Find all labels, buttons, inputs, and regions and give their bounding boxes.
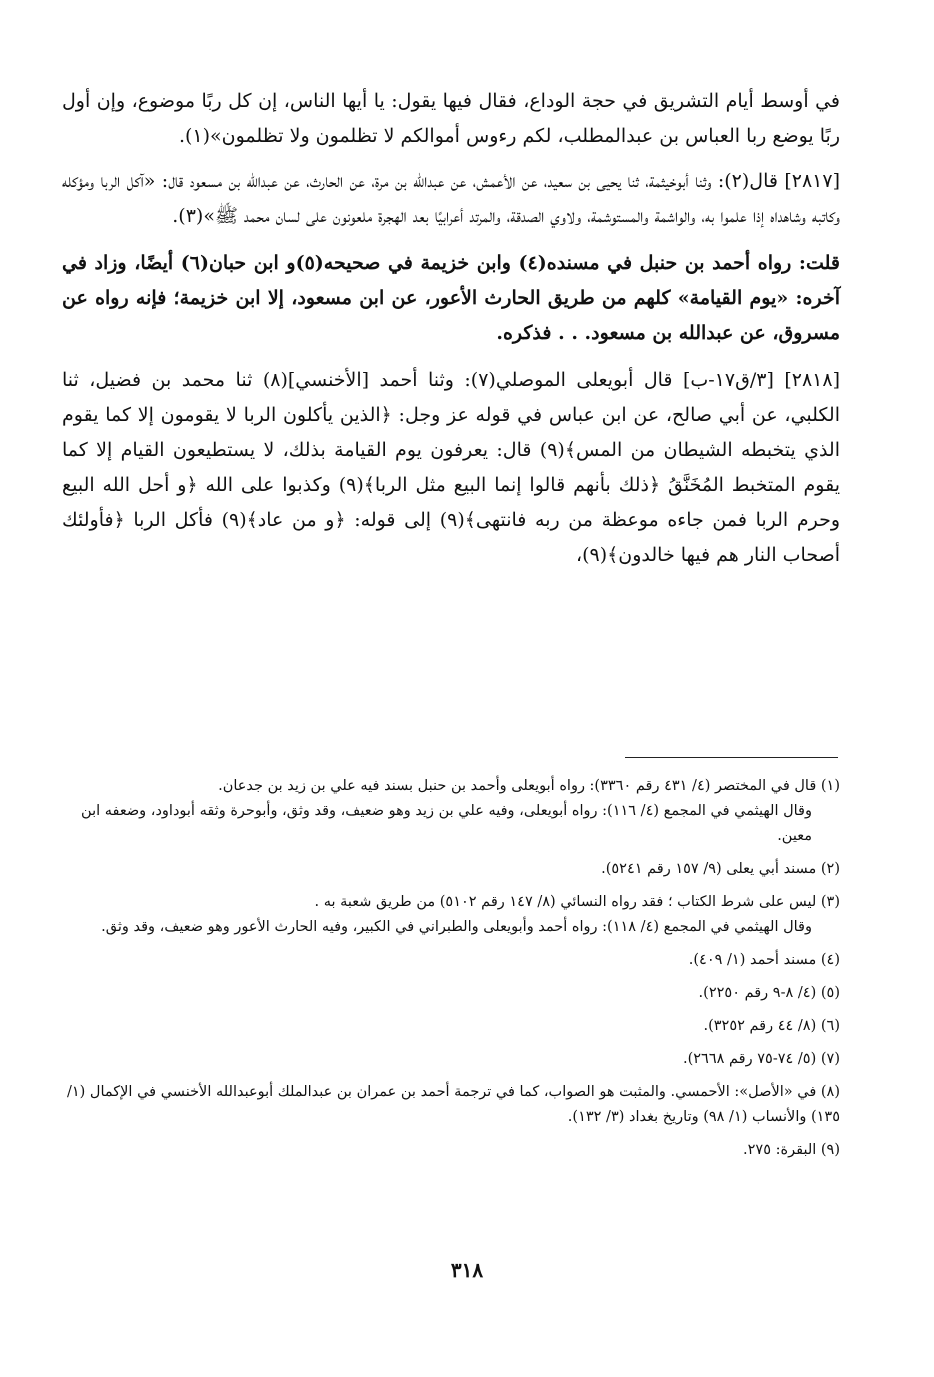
paragraph-2818: [٢٨١٨] [٣/ق١٧-ب] قال أبويعلى الموصلي(٧): وثنا أحمد [الأخنسي](٨) ثنا محمد بن فضيل، ثنا الكلبي، عن أبي صالح، عن ابن عباس في قوله عز وجل: ﴿الذين يأكلون الربا لا يقومون إلا كما يقوم الذي يتخبطه الشيطان من المس﴾(٩) قال: يعرفون يوم القيامة بذلك، لا يستطيعون القيام إلا كما يقوم المتخبط المُخَنَّقُ ﴿ذلك بأنهم قالوا إنما البيع مثل الربا﴾(٩) وكذبوا على الله ﴿و أحل الله البيع وحرم الربا فمن جاءه موعظة من ربه فانتهى﴾(٩) إلى قوله: ﴿و من عاد﴾(٩) فأكل الربا ﴿فأولئك أصحاب النار هم فيها خالدون﴾(٩)، <box>62 369 841 566</box>
footnote-6: (٦) (٨/ ٤٤ رقم ٣٢٥٢). <box>703 1018 840 1034</box>
main-text <box>62 84 840 585</box>
footnote-5: (٥) (٤/ ٨-٩ رقم ٢٢٥٠). <box>698 985 840 1001</box>
footnote-3: (٣) ليس على شرط الكتاب ؛ فقد رواه النسائي (٨/ ١٤٧ رقم ٥١٠٢) من طريق شعبة به . وقال الهيثمي في المجمع (٤/ ١١٨): رواه أحمد وأبويعلى والطبراني في الكبير، وفيه الحارث الأعور وهو ضعيف، وقد وثق. <box>101 894 840 935</box>
paragraph-commentary: قلت: رواه أحمد بن حنبل في مسنده(٤) وابن خزيمة في صحيحه(٥)و ابن حبان(٦) أيضًا، وزاد في آخره: «يوم القيامة» كلهم من طريق الحارث الأعور، عن ابن مسعود، إلا ابن خزيمة؛ فإنه رواه عن مسروق، عن عبدالله بن مسعود. . . فذكره. <box>62 252 840 344</box>
paragraph-1: في أوسط أيام التشريق في حجة الوداع، فقال فيها يقول: يا أيها الناس، إن كل ربًا موضوع، وإن أول ربًا يوضع ربا العباس بن عبدالمطلب، لكم رءوس أموالكم لا تظلمون ولا تظلمون»(١). <box>62 90 840 147</box>
footnote-7: (٧) (٥/ ٧٤-٧٥ رقم ٢٦٦٨). <box>682 1051 840 1067</box>
footnote-8: (٨) في «الأصل»: الأحمسي. والمثبت هو الصواب، كما في ترجمة أحمد بن عمران بن عبدالملك أبوعبدالله الأخنسي في الإكمال (١/ ١٣٥) والأنساب (١/ ٩٨) وتاريخ بغداد (٣/ ١٣٢). <box>66 1084 840 1125</box>
footnotes <box>62 774 840 1171</box>
footnote-separator <box>625 757 838 758</box>
page-number: ٣١٨ <box>450 1258 484 1282</box>
footnote-2: (٢) مسند أبي يعلى (٩/ ١٥٧ رقم ٥٢٤١). <box>601 861 840 877</box>
paragraph-2817: [٢٨١٧] قال(٢): وثنا أبوخيثمة، ثنا يحيى بن سعيد، عن الأعمش، عن عبدالله بن مرة، عن الحارث، عن عبدالله بن مسعود قال: «آكل الربا ومؤكله وكاتبه وشاهداه إذا علموا به، والواشمة والمستوشمة، ولاوي الصدقة، والمرتد أعرابيًا بعد الهجرة ملعونون على لسان محمد ﷺ»(٣). <box>62 170 841 227</box>
footnote-9: (٩) البقرة: ٢٧٥. <box>743 1142 840 1158</box>
footnote-1: (١) قال في المختصر (٤/ ٤٣١ رقم ٣٣٦٠): رواه أبويعلى وأحمد بن حنبل بسند فيه علي بن زيد بن جدعان. وقال الهيثمي في المجمع (٤/ ١١٦): رواه أبويعلى، وفيه علي بن زيد وهو ضعيف، وقد وثق، وأبوحرة وثقه أبوداود، وضعفه ابن معين. <box>81 778 840 844</box>
footnote-4: (٤) مسند أحمد (١/ ٤٠٩). <box>688 952 840 968</box>
